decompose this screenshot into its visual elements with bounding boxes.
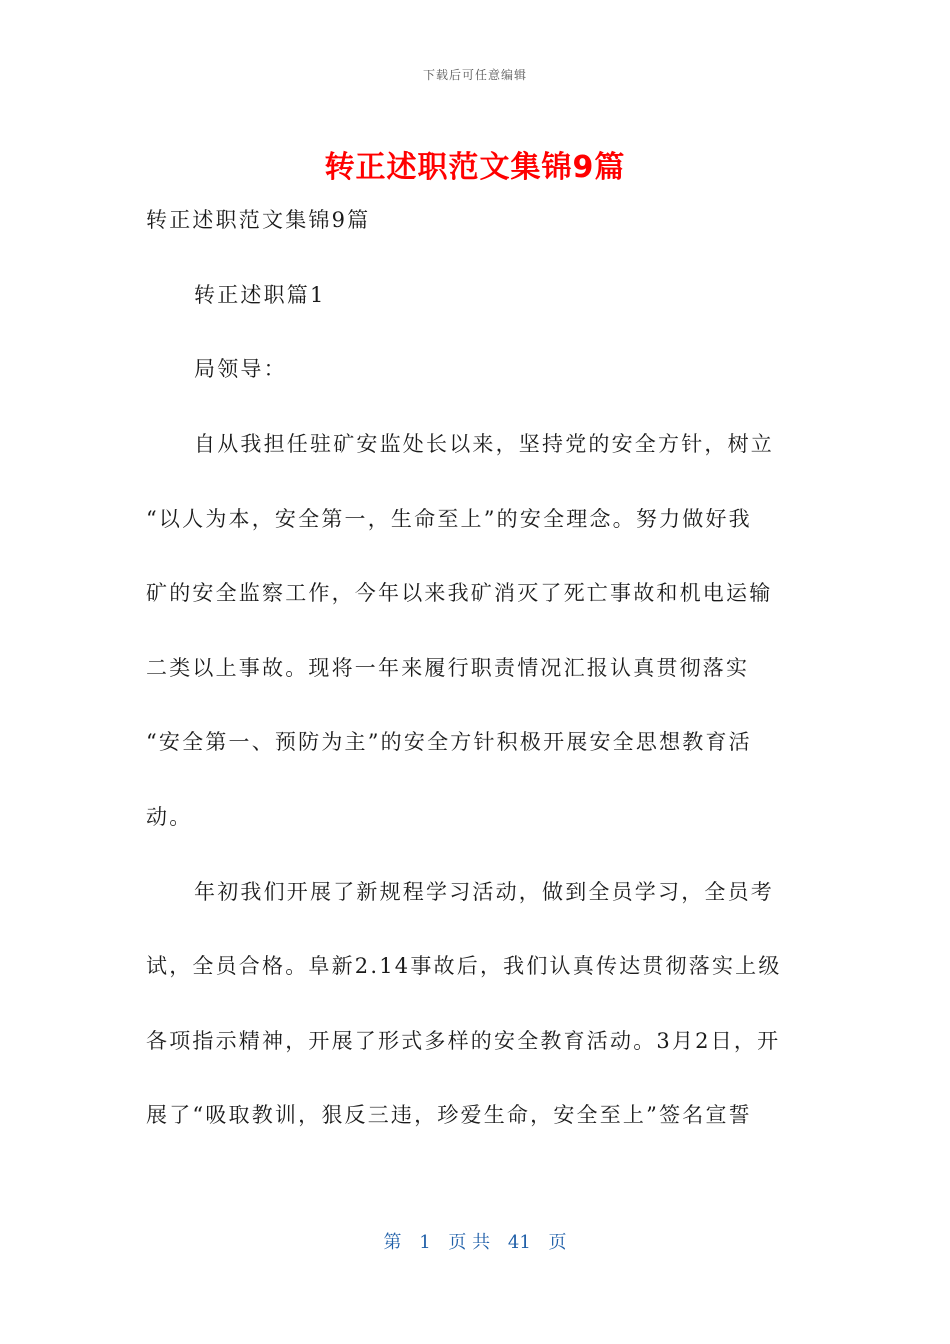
paragraph-line: 自从我担任驻矿安监处长以来，坚持党的安全方针，树立 [194,432,774,456]
paragraph-line: 矿的安全监察工作，今年以来我矿消灭了死亡事故和机电运输 [146,581,773,605]
page-prefix: 第 [383,1232,402,1253]
page-suffix: 页 [548,1232,567,1253]
page-number: 1 [419,1232,431,1253]
salutation: 局领导： [194,357,287,381]
document-title: 转正述职范文集锦9篇 [324,150,626,185]
paragraph-line: 各项指示精神，开展了形式多样的安全教育活动。3月2日，开 [146,1029,781,1053]
header-note: 下载后可任意编辑 [422,68,527,82]
paragraph-line: 年初我们开展了新规程学习活动，做到全员学习，全员考 [194,880,774,904]
page-middle: 页 共 [448,1232,491,1253]
paragraph-line: 展了“吸取教训，狠反三违，珍爱生命，安全至上”签名宣誓 [146,1103,752,1127]
paragraph-line: 动。 [146,805,193,829]
paragraph-line: 二类以上事故。现将一年来履行职责情况汇报认真贯彻落实 [146,656,750,680]
paragraph-line: “安全第一、预防为主”的安全方针积极开展安全思想教育活 [146,730,752,754]
page-total: 41 [507,1232,531,1253]
paragraph-line: “以人为本，安全第一，生命至上”的安全理念。努力做好我 [146,507,752,531]
paragraph-line: 试，全员合格。阜新2.14事故后，我们认真传达贯彻落实上级 [146,954,782,978]
subtitle-line: 转正述职范文集锦9篇 [146,208,371,232]
section-heading: 转正述职篇1 [194,283,326,307]
page-indicator [0,1228,950,1254]
